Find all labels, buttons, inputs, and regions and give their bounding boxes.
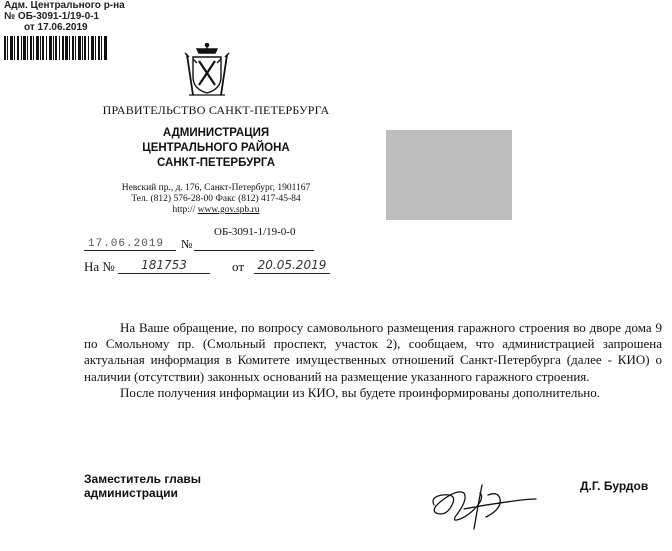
body-paragraph-1: На Ваше обращение, по вопросу самовольного размещения гаражного строения во дворе дома 9 по Смольному пр. (Смольный проспект, участок 2), сообщаем, что администрацией запрошена актуальная информация в Комитете имущественных отношений Санкт-Петербурга (далее - КИО) о наличии (отсутствии) законных оснований на размещение указанного гаражного строения. bbox=[84, 320, 662, 384]
stamp-date: от 17.06.2019 bbox=[24, 22, 88, 33]
incoming-from-label: от bbox=[232, 259, 245, 274]
phone-fax: Тел. (812) 576-28-00 Факс (812) 417-45-84 bbox=[131, 194, 301, 204]
date-underline bbox=[84, 250, 176, 251]
stamp-office: Адм. Центрального р-на bbox=[4, 0, 125, 11]
registration-stamp bbox=[4, 0, 125, 33]
signatory-name: Д.Г. Бурдов bbox=[580, 479, 649, 493]
coat-of-arms-icon bbox=[183, 43, 231, 99]
website-prefix: http:// bbox=[172, 205, 196, 215]
outgoing-number: ОБ-3091-1/19-0-0 bbox=[214, 226, 296, 238]
handwritten-signature bbox=[424, 465, 544, 540]
number-underline bbox=[194, 250, 314, 251]
admin-line-1: АДМИНИСТРАЦИЯ bbox=[162, 127, 270, 139]
contact-block bbox=[0, 183, 432, 216]
redaction-box bbox=[386, 130, 512, 220]
website bbox=[0, 205, 432, 216]
admin-line-2: ЦЕНТРАЛЬНОГО РАЙОНА bbox=[142, 142, 290, 154]
signatory-title bbox=[84, 472, 201, 500]
outgoing-date: 17.06.2019 bbox=[88, 238, 165, 250]
signatory-title-line-1: Заместитель главы bbox=[84, 472, 202, 486]
incoming-prefix: На № bbox=[84, 259, 115, 274]
barcode-icon bbox=[4, 36, 107, 60]
signatory-title-line-2: администрации bbox=[84, 486, 178, 500]
number-sign: № bbox=[181, 237, 193, 251]
admin-line-3: САНКТ-ПЕТЕРБУРГА bbox=[157, 157, 275, 169]
government-heading: ПРАВИТЕЛЬСТВО САНКТ-ПЕТЕРБУРГА bbox=[102, 103, 330, 117]
incoming-date: 20.05.2019 bbox=[254, 258, 330, 274]
address: Невский пр., д. 176, Санкт-Петербург, 1901167 bbox=[121, 183, 311, 193]
website-link[interactable]: www.gov.spb.ru bbox=[197, 205, 260, 215]
letter-body bbox=[84, 320, 662, 401]
body-paragraph-2: После получения информации из КИО, вы будете проинформированы дополнительно. bbox=[120, 384, 601, 400]
stamp-number: № ОБ-3091-1/19-0-1 bbox=[4, 11, 100, 22]
incoming-number: 181753 bbox=[118, 258, 210, 274]
administration-heading bbox=[0, 126, 432, 171]
